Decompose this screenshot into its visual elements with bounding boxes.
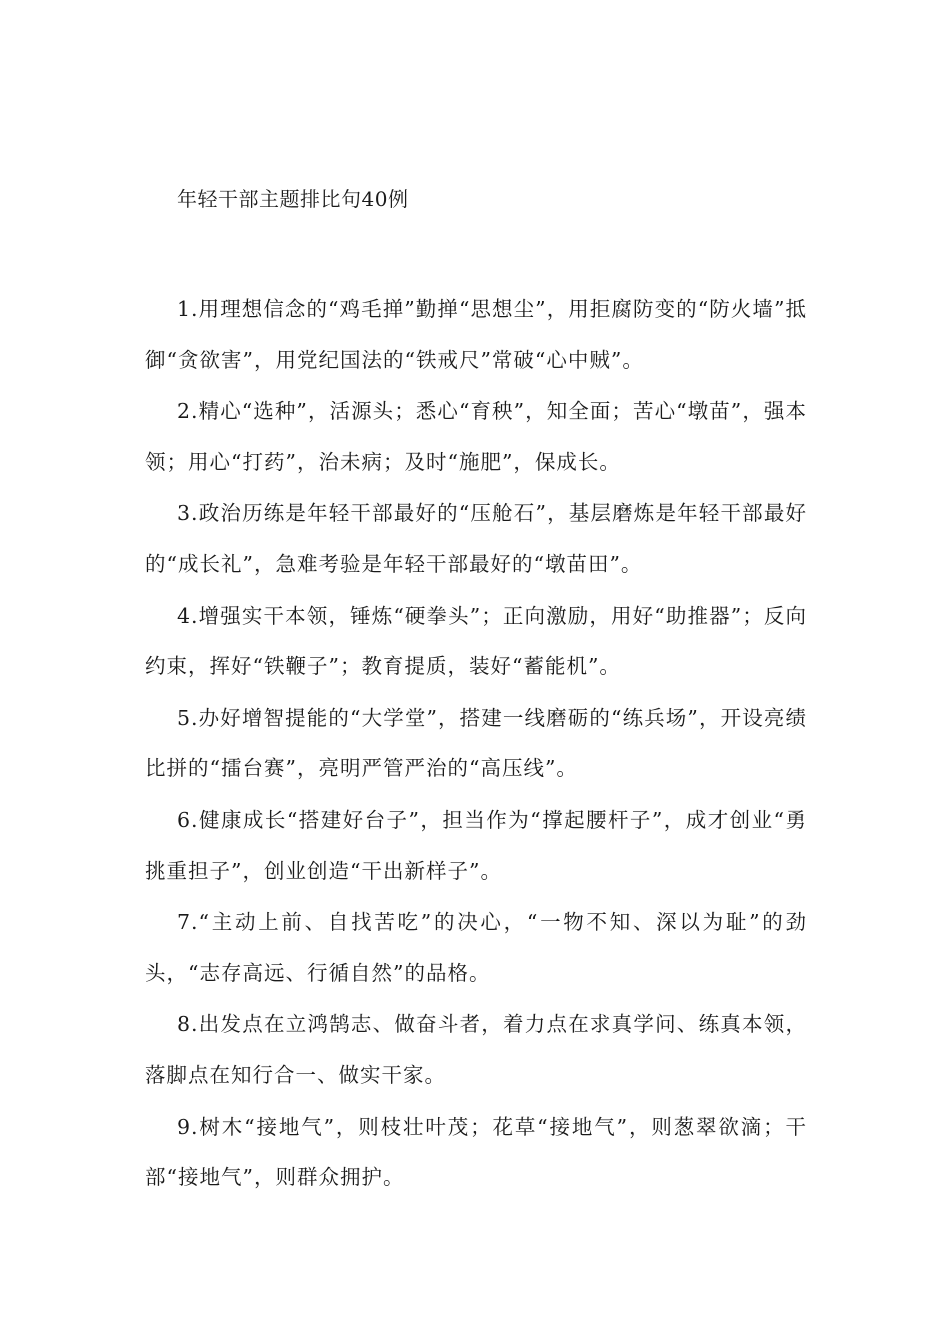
- paragraph-8: 8.出发点在立鸿鹄志、做奋斗者，着力点在求真学问、练真本领，落脚点在知行合一、做实干家。: [145, 1012, 807, 1087]
- paragraph-1: 1.用理想信念的“鸡毛掸”勤掸“思想尘”，用拒腐防变的“防火墙”抵御“贪欲害”，用党纪国法的“铁戒尺”常破“心中贼”。: [145, 297, 807, 372]
- paragraph-4: 4.增强实干本领，锤炼“硬拳头”；正向激励，用好“助推器”；反向约束，挥好“铁鞭子”；教育提质，装好“蓄能机”。: [145, 603, 807, 679]
- paragraph-6: 6.健康成长“搭建好台子”，担当作为“撑起腰杆子”，成才创业“勇挑重担子”，创业创造“干出新样子”。: [145, 807, 807, 883]
- document-title: 年轻干部主题排比句40例: [177, 187, 409, 211]
- document-body: [145, 284, 807, 1204]
- paragraph-5: 5.办好增智提能的“大学堂”，搭建一线磨砺的“练兵场”，开设亮绩比拼的“擂台赛”，亮明严管严治的“高压线”。: [145, 705, 807, 781]
- paragraph-3: 3.政治历练是年轻干部最好的“压舱石”，基层磨炼是年轻干部最好的“成长礼”，急难考验是年轻干部最好的“墩苗田”。: [145, 501, 807, 576]
- paragraph-7: 7.“主动上前、自找苦吃”的决心，“一物不知、深以为耻”的劲头，“志存高远、行循自然”的品格。: [145, 910, 807, 985]
- paragraph-2: 2.精心“选种”，活源头；悉心“育秧”，知全面；苦心“墩苗”，强本领；用心“打药”，治未病；及时“施肥”，保成长。: [145, 399, 807, 474]
- paragraph-9: 9.树木“接地气”，则枝壮叶茂；花草“接地气”，则葱翠欲滴；干部“接地气”，则群众拥护。: [145, 1114, 807, 1190]
